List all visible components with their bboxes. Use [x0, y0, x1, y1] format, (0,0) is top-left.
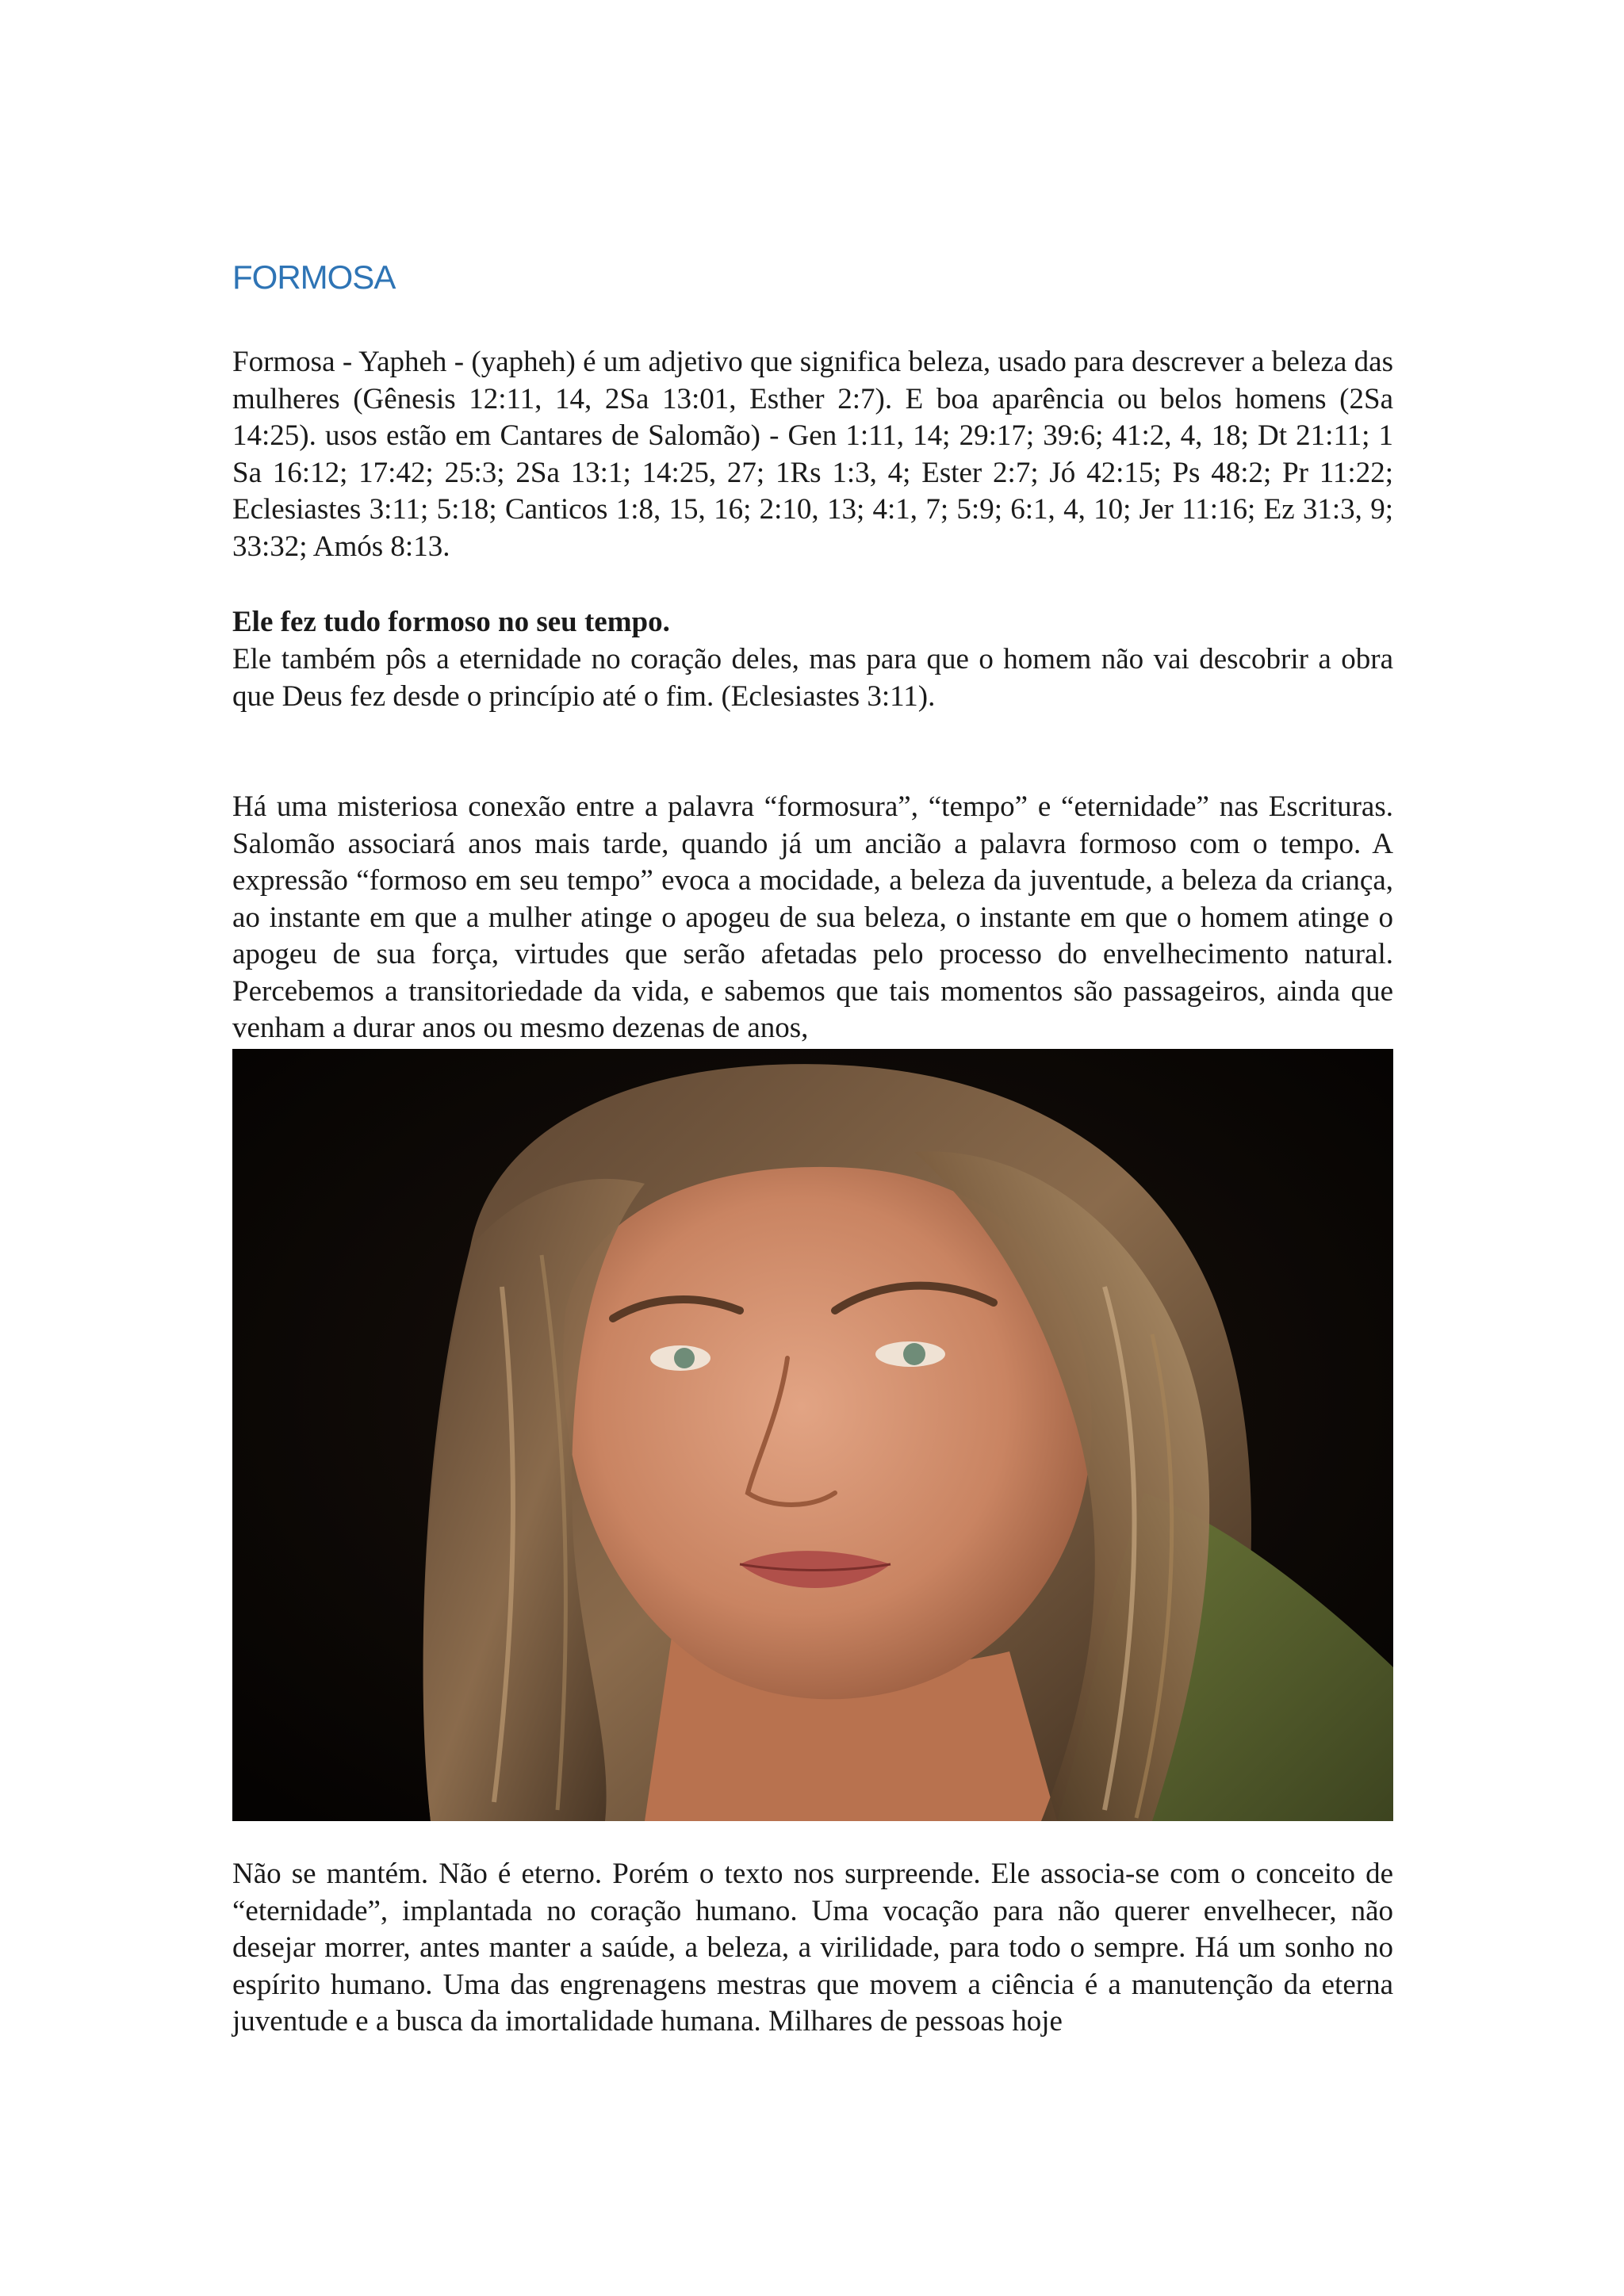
- bold-heading: Ele fez tudo formoso no seu tempo.: [232, 606, 670, 638]
- body-paragraph: Há uma misteriosa conexão entre a palavra “formosura”, “tempo” e “eternidade” nas Escrituras. Salomão associará anos mais tarde, quando já um ancião a palavra formoso com o tempo. A expressão “formoso em seu tempo” evoca a mocidade, a beleza da juventude, a beleza da criança, ao instante em que a mulher atinge o apogeu de sua beleza, o instante em que o homem atinge o apogeu de sua força, virtudes que serão afetadas pelo processo do envelhecimento natural. Percebemos a transitoriedade da vida, e sabemos que tais momentos são passageiros, ainda que venham a durar anos ou mesmo dezenas de anos,: [232, 790, 1393, 1044]
- verse-paragraph: Ele também pôs a eternidade no coração deles, mas para que o homem não vai descobrir a obra que Deus fez desde o princípio até o fim. (Eclesiastes 3:11).: [232, 643, 1393, 713]
- portrait-photo: [232, 1049, 1393, 1821]
- closing-paragraph: Não se mantém. Não é eterno. Porém o texto nos surpreende. Ele associa-se com o conceito de “eternidade”, implantada no coração humano. Uma vocação para não querer envelhecer, não desejar morrer, antes manter a saúde, a beleza, a virilidade, para todo o sempre. Há um sonho no espírito humano. Uma das engrenagens mestras que movem a ciência é a manutenção da eterna juventude e a busca da imortalidade humana. Milhares de pessoas hoje: [232, 1858, 1393, 2038]
- intro-paragraph: Formosa - Yapheh - (yapheh) é um adjetivo que significa beleza, usado para descrever a beleza das mulheres (Gênesis 12:11, 14, 2Sa 13:01, Esther 2:7). E boa aparência ou belos homens (2Sa 14:25). usos estão em Cantares de Salomão) - Gen 1:11, 14; 29:17; 39:6; 41:2, 4, 18; Dt 21:11; 1 Sa 16:12; 17:42; 25:3; 2Sa 13:1; 14:25, 27; 1Rs 1:3, 4; Ester 2:7; Jó 42:15; Ps 48:2; Pr 11:22; Eclesiastes 3:11; 5:18; Canticos 1:8, 15, 16; 2:10, 13; 4:1, 7; 5:9; 6:1, 4, 10; Jer 11:16; Ez 31:3, 9; 33:32; Amós 8:13.: [232, 346, 1393, 563]
- page-title: FORMOSA: [232, 258, 396, 296]
